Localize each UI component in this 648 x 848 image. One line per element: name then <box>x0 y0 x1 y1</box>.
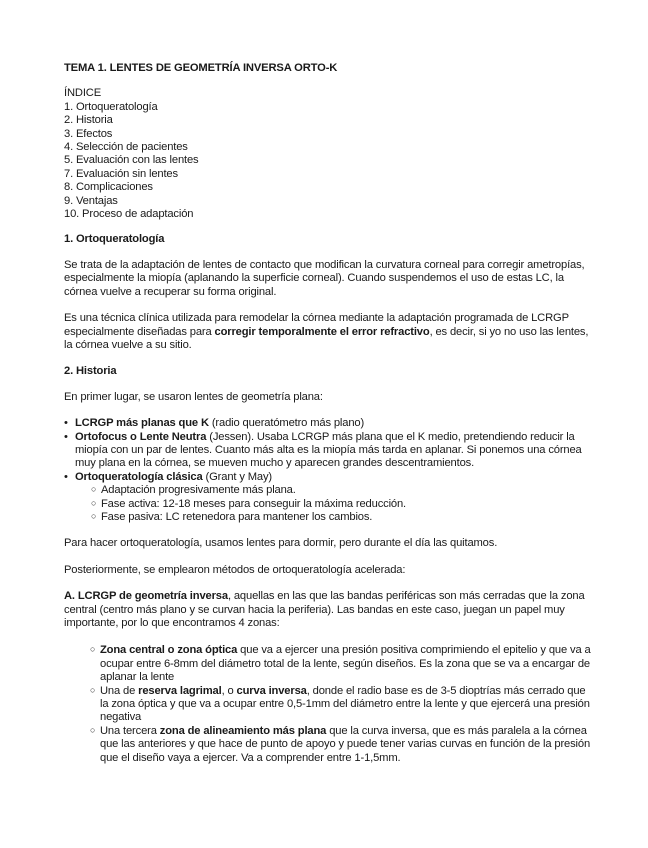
bold-text: A. LCRGP de geometría inversa <box>64 590 228 603</box>
bullet-list <box>64 417 592 524</box>
text: Una tercera <box>100 724 160 737</box>
bold-text: Ortoqueratología clásica <box>75 470 203 483</box>
index-list <box>64 101 592 222</box>
section-heading-historia: 2. Historia <box>64 365 117 378</box>
index-item: 7. Evaluación sin lentes <box>64 167 178 180</box>
sub-bullet-list <box>75 484 592 524</box>
text: , aquellas en las que las bandas periféricas son más cerradas que la zona central (centro más plano y se curvan hacia la periferia). Las bandas en este caso, juegan un papel muy importante, por lo que encontramos 4 zonas: <box>64 590 585 629</box>
text: , es decir, si yo no uso las lentes, la córnea vuelve a su sitio. <box>64 325 589 351</box>
index-item: 5. Evaluación con las lentes <box>64 154 199 167</box>
text: que va a ejercer una presión positiva comprimiendo el epitelio y que va a ocupar entre 6-8mm del diámetro total de la lente, según diseños. Es la zona que se va a encargar de aplanar la lente <box>100 644 591 684</box>
text: , o <box>221 684 237 697</box>
index-item: 8. Complicaciones <box>64 181 153 194</box>
text: Una de <box>100 684 139 697</box>
bold-text: zona de alineamiento más plana <box>159 724 327 737</box>
index-item: 9. Ventajas <box>64 194 118 207</box>
text: que la curva inversa, que es más paralela a la córnea que las anteriores y que hace de punto de apoyo y puede tener varias curvas en función de la presión que el diseño vaya a ejercer. Va a comprender entre 1-1,5mm. <box>100 724 591 764</box>
index-heading: ÍNDICE <box>64 87 102 100</box>
paragraph: Se trata de la adaptación de lentes de contacto que modifican la curvatura corneal para corregir ametropías, especialmente la miopía (aplanando la superficie corneal). Cuando suspendemos el uso de estas LC, la córnea vuelve a recuperar su forma original. <box>64 258 585 298</box>
paragraph: En primer lugar, se usaron lentes de geometría plana: <box>64 390 323 403</box>
zones-list <box>64 644 592 765</box>
bold-text: curva inversa <box>236 684 307 697</box>
list-item <box>64 417 592 430</box>
text: (Grant y May) <box>202 470 272 483</box>
index-item: 2. Historia <box>64 114 113 127</box>
index-item: 3. Efectos <box>64 127 113 140</box>
bold-text: LCRGP más planas que K <box>75 417 209 430</box>
text: (Jessen). Usaba LCRGP más plana que el K medio, pretendiendo reducir la miopía con un par de lentes. Cuanto más alta es la miopía más tarda en aplanar. Si ponemos una córnea muy plana en la córnea, se mueven mucho y aparecen grandes descentramientos. <box>75 430 582 470</box>
index-item: 1. Ortoqueratología <box>64 100 158 113</box>
paragraph <box>64 312 592 352</box>
bold-text: Ortofocus o Lente Neutra <box>75 430 207 443</box>
paragraph: Posteriormente, se emplearon métodos de ortoqueratología acelerada: <box>64 563 406 576</box>
section-heading-ortoqueratologia: 1. Ortoqueratología <box>64 233 165 246</box>
sub-list-item: ○ Fase pasiva: LC retenedora para mantener los cambios. <box>91 511 592 524</box>
index-item: 10. Proceso de adaptación <box>64 208 194 221</box>
list-item <box>90 644 592 684</box>
bold-text: Zona central o zona óptica <box>100 644 238 657</box>
bold-text: reserva lagrimal <box>138 684 222 697</box>
text: (radio queratómetro más plano) <box>208 417 365 430</box>
bold-text: corregir temporalmente el error refractivo <box>214 325 430 338</box>
document-page <box>64 62 592 765</box>
text: , donde el radio base es de 3-5 dioptrías más cerrado que la zona óptica y que va a ocupar entre 0,5-1mm del diámetro entre la lente y que ejercerá una presión negativa <box>100 684 590 724</box>
paragraph <box>64 590 592 630</box>
document-title: TEMA 1. LENTES DE GEOMETRÍA INVERSA ORTO-K <box>64 62 338 74</box>
list-item <box>90 685 592 725</box>
list-item <box>64 471 592 525</box>
index-item: 4. Selección de pacientes <box>64 141 188 154</box>
sub-list-item: ○ Adaptación progresivamente más plana. <box>91 484 592 497</box>
list-item <box>90 725 592 765</box>
text: Es una técnica clínica utilizada para remodelar la córnea mediante la adaptación programada de LCRGP especialmente diseñadas para <box>64 312 569 338</box>
list-item <box>64 431 592 471</box>
paragraph: Para hacer ortoqueratología, usamos lentes para dormir, pero durante el día las quitamos. <box>64 537 498 550</box>
sub-list-item: ○ Fase activa: 12-18 meses para conseguir la máxima reducción. <box>91 498 592 511</box>
